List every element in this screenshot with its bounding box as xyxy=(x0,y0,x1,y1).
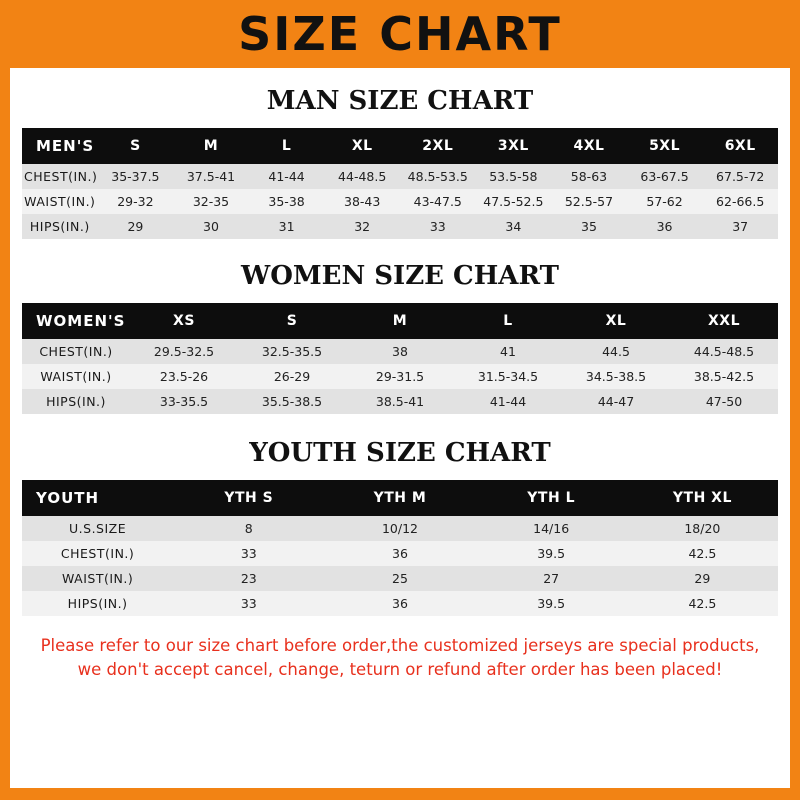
chart-content xyxy=(0,86,800,682)
women-header-5: XL xyxy=(562,303,670,339)
youth-row-0-cell-0: 8 xyxy=(173,516,324,541)
youth-header-1: YTH S xyxy=(173,480,324,516)
women-section-title: WOMEN SIZE CHART xyxy=(241,261,559,291)
women-table-body xyxy=(22,339,778,414)
women-row-0-cell-0: 29.5-32.5 xyxy=(130,339,238,364)
man-row-2-cell-8: 37 xyxy=(702,214,778,239)
women-row-1-cell-4: 34.5-38.5 xyxy=(562,364,670,389)
table-header-row xyxy=(22,480,778,516)
women-row-0-label: CHEST(IN.) xyxy=(22,339,130,364)
man-row-1-cell-7: 57-62 xyxy=(627,189,703,214)
women-row-1-cell-2: 29-31.5 xyxy=(346,364,454,389)
man-row-2-cell-3: 32 xyxy=(324,214,400,239)
youth-row-1-label: CHEST(IN.) xyxy=(22,541,173,566)
table-row xyxy=(22,516,778,541)
youth-row-2-label: WAIST(IN.) xyxy=(22,566,173,591)
youth-row-2-cell-2: 27 xyxy=(476,566,627,591)
man-row-0-cell-0: 35-37.5 xyxy=(98,164,174,189)
table-row xyxy=(22,566,778,591)
youth-row-0-cell-3: 18/20 xyxy=(627,516,778,541)
youth-header-3: YTH L xyxy=(476,480,627,516)
youth-header-0: YOUTH xyxy=(22,480,173,516)
women-row-1-cell-3: 31.5-34.5 xyxy=(454,364,562,389)
man-header-0: MEN'S xyxy=(22,128,98,164)
women-row-1-cell-0: 23.5-26 xyxy=(130,364,238,389)
order-policy-note xyxy=(22,634,778,682)
man-row-0-cell-8: 67.5-72 xyxy=(702,164,778,189)
man-header-6: 3XL xyxy=(476,128,552,164)
man-row-1-label: WAIST(IN.) xyxy=(22,189,98,214)
man-header-3: L xyxy=(249,128,325,164)
table-row xyxy=(22,541,778,566)
man-row-0-cell-6: 58-63 xyxy=(551,164,627,189)
man-header-8: 5XL xyxy=(627,128,703,164)
man-row-0-cell-1: 37.5-41 xyxy=(173,164,249,189)
table-row xyxy=(22,164,778,189)
man-row-1-cell-2: 35-38 xyxy=(249,189,325,214)
youth-header-4: YTH XL xyxy=(627,480,778,516)
women-row-2-cell-3: 41-44 xyxy=(454,389,562,414)
youth-row-3-cell-3: 42.5 xyxy=(627,591,778,616)
youth-row-1-cell-2: 39.5 xyxy=(476,541,627,566)
man-row-1-cell-1: 32-35 xyxy=(173,189,249,214)
women-header-2: S xyxy=(238,303,346,339)
man-header-5: 2XL xyxy=(400,128,476,164)
women-header-3: M xyxy=(346,303,454,339)
man-row-2-cell-5: 34 xyxy=(476,214,552,239)
man-row-1-cell-8: 62-66.5 xyxy=(702,189,778,214)
man-row-0-label: CHEST(IN.) xyxy=(22,164,98,189)
page-title: SIZE CHART xyxy=(238,7,562,61)
man-row-1-cell-4: 43-47.5 xyxy=(400,189,476,214)
youth-row-3-cell-1: 36 xyxy=(324,591,475,616)
youth-size-table xyxy=(22,480,778,616)
table-header-row xyxy=(22,128,778,164)
youth-row-1-cell-3: 42.5 xyxy=(627,541,778,566)
man-row-1-cell-5: 47.5-52.5 xyxy=(476,189,552,214)
women-row-1-label: WAIST(IN.) xyxy=(22,364,130,389)
man-row-0-cell-3: 44-48.5 xyxy=(324,164,400,189)
women-row-0-cell-5: 44.5-48.5 xyxy=(670,339,778,364)
man-row-1-cell-0: 29-32 xyxy=(98,189,174,214)
table-row xyxy=(22,339,778,364)
women-row-1-cell-5: 38.5-42.5 xyxy=(670,364,778,389)
youth-table-header xyxy=(22,480,778,516)
man-header-7: 4XL xyxy=(551,128,627,164)
left-accent-bar xyxy=(0,68,10,800)
table-row xyxy=(22,389,778,414)
youth-row-2-cell-0: 23 xyxy=(173,566,324,591)
man-header-1: S xyxy=(98,128,174,164)
women-row-2-cell-5: 47-50 xyxy=(670,389,778,414)
man-row-2-label: HIPS(IN.) xyxy=(22,214,98,239)
women-row-1-cell-1: 26-29 xyxy=(238,364,346,389)
man-header-2: M xyxy=(173,128,249,164)
youth-row-1-cell-1: 36 xyxy=(324,541,475,566)
youth-row-2-cell-1: 25 xyxy=(324,566,475,591)
women-header-0: WOMEN'S xyxy=(22,303,130,339)
man-row-0-cell-5: 53.5-58 xyxy=(476,164,552,189)
table-row xyxy=(22,189,778,214)
man-row-2-cell-6: 35 xyxy=(551,214,627,239)
women-header-6: XXL xyxy=(670,303,778,339)
man-row-0-cell-2: 41-44 xyxy=(249,164,325,189)
youth-row-3-label: HIPS(IN.) xyxy=(22,591,173,616)
table-row xyxy=(22,214,778,239)
women-header-4: L xyxy=(454,303,562,339)
man-row-1-cell-6: 52.5-57 xyxy=(551,189,627,214)
women-row-0-cell-3: 41 xyxy=(454,339,562,364)
women-row-2-cell-2: 38.5-41 xyxy=(346,389,454,414)
youth-row-3-cell-2: 39.5 xyxy=(476,591,627,616)
youth-section-title: YOUTH SIZE CHART xyxy=(249,438,551,468)
youth-row-2-cell-3: 29 xyxy=(627,566,778,591)
man-row-2-cell-0: 29 xyxy=(98,214,174,239)
right-accent-bar xyxy=(790,68,800,800)
women-row-2-label: HIPS(IN.) xyxy=(22,389,130,414)
women-row-0-cell-2: 38 xyxy=(346,339,454,364)
youth-row-0-cell-2: 14/16 xyxy=(476,516,627,541)
women-row-0-cell-1: 32.5-35.5 xyxy=(238,339,346,364)
man-row-0-cell-7: 63-67.5 xyxy=(627,164,703,189)
table-header-row xyxy=(22,303,778,339)
man-row-2-cell-2: 31 xyxy=(249,214,325,239)
youth-row-3-cell-0: 33 xyxy=(173,591,324,616)
youth-table-body xyxy=(22,516,778,616)
man-row-1-cell-3: 38-43 xyxy=(324,189,400,214)
youth-row-0-cell-1: 10/12 xyxy=(324,516,475,541)
man-table-header xyxy=(22,128,778,164)
man-row-2-cell-4: 33 xyxy=(400,214,476,239)
man-row-2-cell-1: 30 xyxy=(173,214,249,239)
youth-row-0-label: U.S.SIZE xyxy=(22,516,173,541)
youth-header-2: YTH M xyxy=(324,480,475,516)
man-table-body xyxy=(22,164,778,239)
women-table-header xyxy=(22,303,778,339)
man-row-0-cell-4: 48.5-53.5 xyxy=(400,164,476,189)
women-row-2-cell-0: 33-35.5 xyxy=(130,389,238,414)
bottom-accent-bar xyxy=(0,788,800,800)
note-line-1: Please refer to our size chart before order,the customized jerseys are special products, xyxy=(40,636,760,655)
man-header-9: 6XL xyxy=(702,128,778,164)
table-row xyxy=(22,591,778,616)
women-row-2-cell-4: 44-47 xyxy=(562,389,670,414)
youth-row-1-cell-0: 33 xyxy=(173,541,324,566)
women-size-table xyxy=(22,303,778,414)
note-line-2: we don't accept cancel, change, teturn or refund after order has been placed! xyxy=(77,659,723,679)
header-band xyxy=(0,0,800,68)
man-header-4: XL xyxy=(324,128,400,164)
man-row-2-cell-7: 36 xyxy=(627,214,703,239)
table-row xyxy=(22,364,778,389)
women-row-0-cell-4: 44.5 xyxy=(562,339,670,364)
women-header-1: XS xyxy=(130,303,238,339)
man-size-table xyxy=(22,128,778,239)
man-section-title: MAN SIZE CHART xyxy=(266,86,534,116)
women-row-2-cell-1: 35.5-38.5 xyxy=(238,389,346,414)
